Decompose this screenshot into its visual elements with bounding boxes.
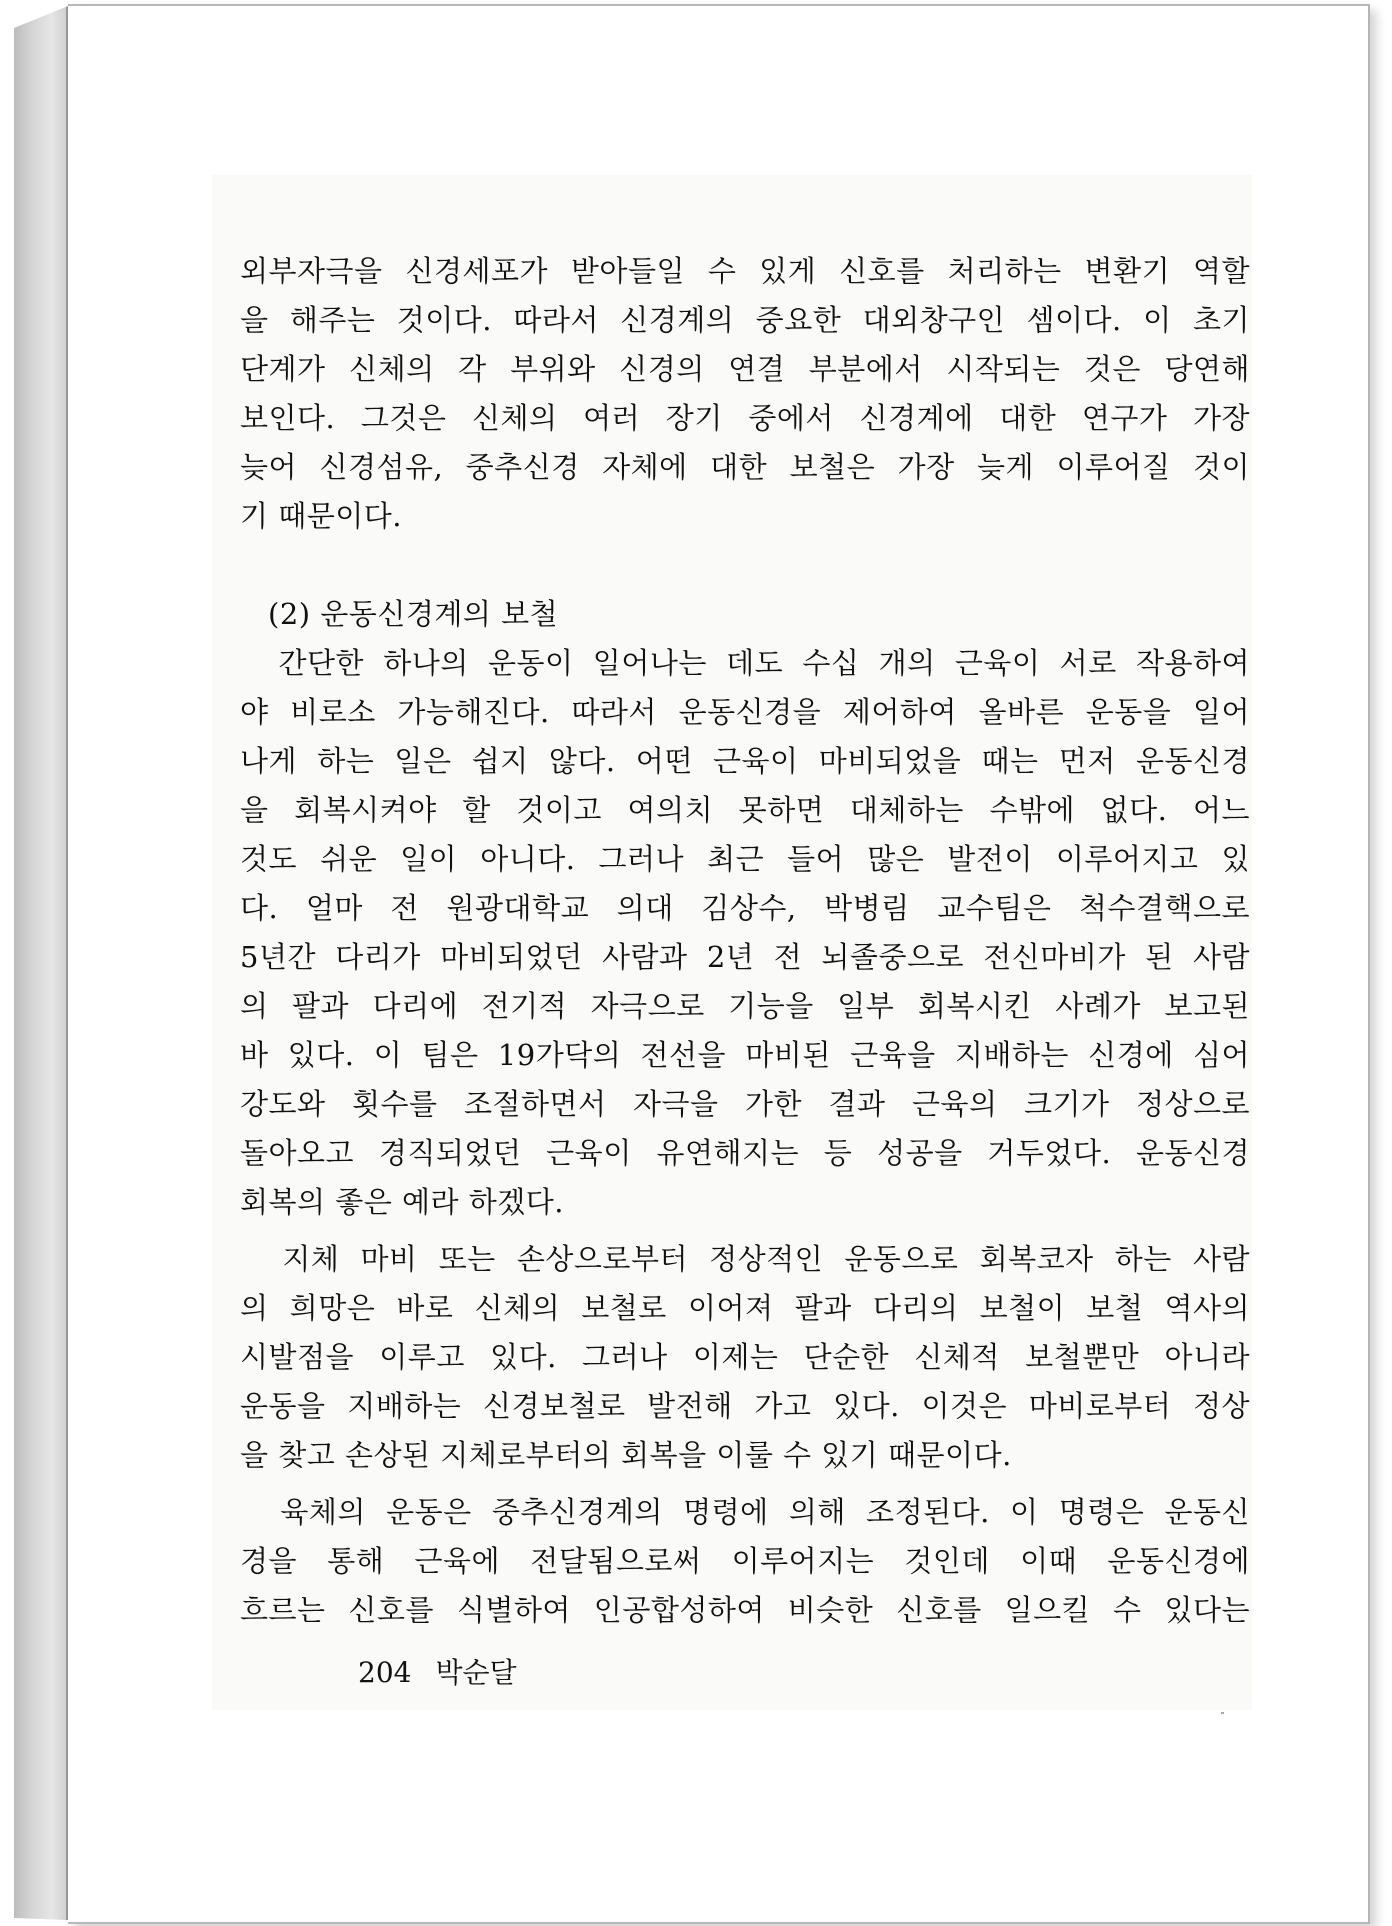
text-line: 의 팔과 다리에 전기적 자극으로 기능을 일부 회복시킨 사례가 보고된 [240, 989, 1250, 1023]
page-number: 204 [358, 1656, 412, 1689]
text-line: 을 회복시켜야 할 것이고 여의치 못하면 대체하는 수밖에 없다. 어느 [240, 793, 1250, 827]
text-line: 육체의 운동은 중추신경계의 명령에 의해 조정된다. 이 명령은 운동신 [240, 1495, 1250, 1529]
text-line: 을 찾고 손상된 지체로부터의 회복을 이룰 수 있기 때문이다. [240, 1438, 1012, 1472]
text-line: 을 해주는 것이다. 따라서 신경계의 중요한 대외창구인 셈이다. 이 초기 [240, 303, 1250, 337]
text-line: 의 희망은 바로 신체의 보철로 이어져 팔과 다리의 보철이 보철 역사의 [240, 1291, 1250, 1325]
text-line: 보인다. 그것은 신체의 여러 장기 중에서 신경계에 대한 연구가 가장 [240, 401, 1250, 435]
text-line: 5년간 다리가 마비되었던 사람과 2년 전 뇌졸중으로 전신마비가 된 사람 [240, 940, 1250, 974]
text-line: 돌아오고 경직되었던 근육이 유연해지는 등 성공을 거두었다. 운동신경 [240, 1136, 1250, 1170]
text-line: 외부자극을 신경세포가 받아들일 수 있게 신호를 처리하는 변환기 역할 [240, 254, 1250, 288]
text-line: 바 있다. 이 팀은 19가닥의 전선을 마비된 근육을 지배하는 신경에 심어 [240, 1038, 1250, 1072]
text-line: 기 때문이다. [240, 499, 403, 533]
text-line: 시발점을 이루고 있다. 그러나 이제는 단순한 신체적 보철뿐만 아니라 [240, 1340, 1250, 1374]
text-line: 경을 통해 근육에 전달됨으로써 이루어지는 것인데 이때 운동신경에 [240, 1544, 1250, 1578]
text-line: 다. 얼마 전 원광대학교 의대 김상수, 박병림 교수팀은 척수결핵으로 [240, 891, 1250, 925]
text-line: 늦어 신경섬유, 중추신경 자체에 대한 보철은 가장 늦게 이루어질 것이 [240, 450, 1250, 484]
section-heading: (2) 운동신경계의 보철 [268, 597, 559, 631]
text-line: 흐르는 신호를 식별하여 인공합성하여 비슷한 신호를 일으킬 수 있다는 [240, 1593, 1250, 1627]
text-line: 단계가 신체의 각 부위와 신경의 연결 부분에서 시작되는 것은 당연해 [240, 352, 1250, 386]
text-line: 야 비로소 가능해진다. 따라서 운동신경을 제어하여 올바른 운동을 일어 [240, 695, 1250, 729]
scan-speck [1221, 1712, 1224, 1714]
text-line: 것도 쉬운 일이 아니다. 그러나 최근 들어 많은 발전이 이루어지고 있 [240, 842, 1250, 876]
text-line: 강도와 횟수를 조절하면서 자극을 가한 결과 근육의 크기가 정상으로 [240, 1087, 1250, 1121]
page-footer [358, 1651, 541, 1691]
book-page-stack-edge [14, 6, 68, 1920]
text-line: 간단한 하나의 운동이 일어나는 데도 수십 개의 근육이 서로 작용하여 [240, 646, 1250, 680]
text-line: 운동을 지배하는 신경보철로 발전해 가고 있다. 이것은 마비로부터 정상 [240, 1389, 1250, 1423]
text-line: 지체 마비 또는 손상으로부터 정상적인 운동으로 회복코자 하는 사람 [240, 1242, 1250, 1276]
text-line: 나게 하는 일은 쉽지 않다. 어떤 근육이 마비되었을 때는 먼저 운동신경 [240, 744, 1250, 778]
footer-author: 박순달 [435, 1656, 517, 1689]
text-line: 회복의 좋은 예라 하겠다. [240, 1185, 565, 1219]
